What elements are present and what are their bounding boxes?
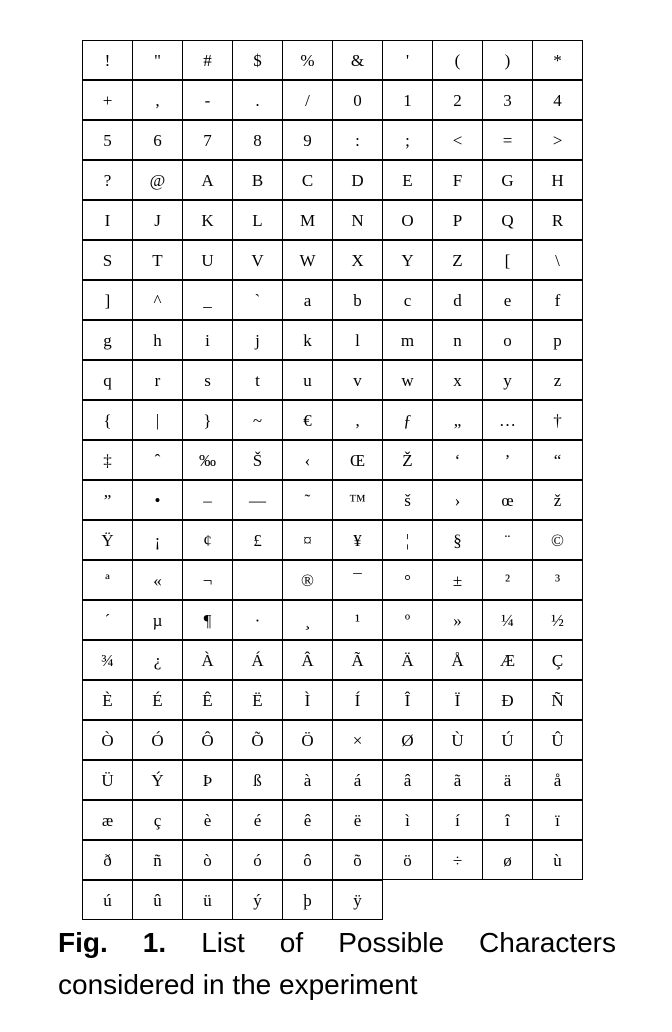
character-cell: ¶: [182, 600, 233, 640]
character-cell: g: [82, 320, 133, 360]
character-cell: K: [182, 200, 233, 240]
character-cell: ¢: [182, 520, 233, 560]
character-cell: ƒ: [382, 400, 433, 440]
character-cell: …: [482, 400, 533, 440]
character-cell: T: [132, 240, 183, 280]
character-cell: X: [332, 240, 383, 280]
character-cell: Õ: [232, 720, 283, 760]
character-cell: Ï: [432, 680, 483, 720]
character-cell: ñ: [132, 840, 183, 880]
character-cell: ‡: [82, 440, 133, 480]
character-cell: x: [432, 360, 483, 400]
character-cell: ‹: [282, 440, 333, 480]
character-cell: ‚: [332, 400, 383, 440]
character-cell: È: [82, 680, 133, 720]
figure-caption-text: List of Possible Characters considered in the experiment: [58, 927, 616, 1000]
character-cell: =: [482, 120, 533, 160]
character-cell: B: [232, 160, 283, 200]
character-cell: q: [82, 360, 133, 400]
character-cell: ¡: [132, 520, 183, 560]
character-cell: d: [432, 280, 483, 320]
character-cell: ß: [232, 760, 283, 800]
table-row: [82, 680, 592, 720]
character-cell: •: [132, 480, 183, 520]
character-cell: ·: [232, 600, 283, 640]
character-cell: Æ: [482, 640, 533, 680]
character-cell: %: [282, 40, 333, 80]
character-cell: Š: [232, 440, 283, 480]
character-cell: p: [532, 320, 583, 360]
character-cell: $: [232, 40, 283, 80]
character-cell: _: [182, 280, 233, 320]
character-cell: “: [532, 440, 583, 480]
character-cell: Ì: [282, 680, 333, 720]
table-row: [82, 880, 592, 920]
character-cell: \: [532, 240, 583, 280]
table-row: [82, 840, 592, 880]
character-cell: F: [432, 160, 483, 200]
table-row: [82, 200, 592, 240]
table-row: [82, 600, 592, 640]
character-cell: ý: [232, 880, 283, 920]
character-cell: ™: [332, 480, 383, 520]
character-cell: ¬: [182, 560, 233, 600]
character-cell: 9: [282, 120, 333, 160]
character-table: [82, 40, 592, 910]
character-cell: £: [232, 520, 283, 560]
character-cell: à: [282, 760, 333, 800]
character-cell: §: [432, 520, 483, 560]
character-cell: [232, 560, 283, 600]
character-cell: «: [132, 560, 183, 600]
character-cell: ¨: [482, 520, 533, 560]
character-cell: j: [232, 320, 283, 360]
character-cell: ð: [82, 840, 133, 880]
character-cell: ": [132, 40, 183, 80]
character-cell: y: [482, 360, 533, 400]
character-cell: ü: [182, 880, 233, 920]
character-cell: Q: [482, 200, 533, 240]
character-cell: ò: [182, 840, 233, 880]
character-cell: `: [232, 280, 283, 320]
character-cell: !: [82, 40, 133, 80]
character-cell: (: [432, 40, 483, 80]
character-cell: ^: [132, 280, 183, 320]
character-cell: è: [182, 800, 233, 840]
character-cell: Â: [282, 640, 333, 680]
character-cell: Ú: [482, 720, 533, 760]
character-cell: ¼: [482, 600, 533, 640]
character-cell: ê: [282, 800, 333, 840]
character-cell: Ö: [282, 720, 333, 760]
character-cell: ,: [132, 80, 183, 120]
character-cell: é: [232, 800, 283, 840]
character-cell: Ñ: [532, 680, 583, 720]
character-cell: *: [532, 40, 583, 80]
character-cell: ô: [282, 840, 333, 880]
character-cell: ¿: [132, 640, 183, 680]
character-cell: s: [182, 360, 233, 400]
character-cell: S: [82, 240, 133, 280]
character-cell: Ã: [332, 640, 383, 680]
character-cell: 3: [482, 80, 533, 120]
character-cell: M: [282, 200, 333, 240]
table-row: [82, 240, 592, 280]
character-cell: m: [382, 320, 433, 360]
character-cell: š: [382, 480, 433, 520]
figure-label: Fig. 1.: [58, 927, 167, 958]
character-cell: ®: [282, 560, 333, 600]
character-cell: ’: [482, 440, 533, 480]
character-cell: ³: [532, 560, 583, 600]
character-cell: ì: [382, 800, 433, 840]
character-cell: k: [282, 320, 333, 360]
character-cell: ?: [82, 160, 133, 200]
character-cell: t: [232, 360, 283, 400]
character-cell: ±: [432, 560, 483, 600]
table-row: [82, 760, 592, 800]
character-cell: ˜: [282, 480, 333, 520]
character-cell: Ò: [82, 720, 133, 760]
character-cell: ': [382, 40, 433, 80]
character-cell: |: [132, 400, 183, 440]
character-cell: ¥: [332, 520, 383, 560]
character-cell: ª: [82, 560, 133, 600]
character-cell: ó: [232, 840, 283, 880]
character-cell: R: [532, 200, 583, 240]
character-cell: e: [482, 280, 533, 320]
character-cell: V: [232, 240, 283, 280]
table-row: [82, 560, 592, 600]
character-cell: Û: [532, 720, 583, 760]
character-cell: f: [532, 280, 583, 320]
character-cell: J: [132, 200, 183, 240]
character-cell: Y: [382, 240, 433, 280]
character-cell: ©: [532, 520, 583, 560]
character-cell: z: [532, 360, 583, 400]
character-cell: Ç: [532, 640, 583, 680]
character-cell: ;: [382, 120, 433, 160]
character-cell: 6: [132, 120, 183, 160]
character-cell: ï: [532, 800, 583, 840]
table-row: [82, 320, 592, 360]
character-cell: ‰: [182, 440, 233, 480]
table-row: [82, 400, 592, 440]
character-cell: á: [332, 760, 383, 800]
character-cell: ~: [232, 400, 283, 440]
character-cell: L: [232, 200, 283, 240]
character-cell: ¹: [332, 600, 383, 640]
character-cell: 2: [432, 80, 483, 120]
table-row: [82, 280, 592, 320]
character-cell: 1: [382, 80, 433, 120]
character-cell: /: [282, 80, 333, 120]
character-cell: P: [432, 200, 483, 240]
character-cell: ¤: [282, 520, 333, 560]
character-cell: µ: [132, 600, 183, 640]
character-cell: b: [332, 280, 383, 320]
character-cell: ‘: [432, 440, 483, 480]
character-cell: E: [382, 160, 433, 200]
character-cell: v: [332, 360, 383, 400]
character-cell: —: [232, 480, 283, 520]
table-row: [82, 40, 592, 80]
character-cell: ö: [382, 840, 433, 880]
character-cell: N: [332, 200, 383, 240]
character-cell: ù: [532, 840, 583, 880]
character-cell: }: [182, 400, 233, 440]
character-cell: °: [382, 560, 433, 600]
character-cell: å: [532, 760, 583, 800]
character-cell: r: [132, 360, 183, 400]
character-cell: À: [182, 640, 233, 680]
character-cell: ¸: [282, 600, 333, 640]
character-cell: æ: [82, 800, 133, 840]
character-cell: n: [432, 320, 483, 360]
character-cell: Œ: [332, 440, 383, 480]
table-row: [82, 520, 592, 560]
character-cell: w: [382, 360, 433, 400]
character-cell: Ý: [132, 760, 183, 800]
character-cell: c: [382, 280, 433, 320]
character-cell: {: [82, 400, 133, 440]
character-cell: Ÿ: [82, 520, 133, 560]
character-cell: ú: [82, 880, 133, 920]
character-cell: Ø: [382, 720, 433, 760]
character-cell: &: [332, 40, 383, 80]
character-cell: ]: [82, 280, 133, 320]
character-cell: :: [332, 120, 383, 160]
character-cell: l: [332, 320, 383, 360]
character-cell: 5: [82, 120, 133, 160]
character-cell: Ð: [482, 680, 533, 720]
character-cell: a: [282, 280, 333, 320]
character-cell: Ë: [232, 680, 283, 720]
character-cell: Í: [332, 680, 383, 720]
character-cell: U: [182, 240, 233, 280]
character-cell: 0: [332, 80, 383, 120]
table-row: [82, 800, 592, 840]
table-row: [82, 360, 592, 400]
character-cell: h: [132, 320, 183, 360]
character-cell: Å: [432, 640, 483, 680]
character-cell: 4: [532, 80, 583, 120]
character-cell: í: [432, 800, 483, 840]
character-cell: Á: [232, 640, 283, 680]
table-row: [82, 120, 592, 160]
character-cell: ´: [82, 600, 133, 640]
character-cell: ¦: [382, 520, 433, 560]
character-cell: O: [382, 200, 433, 240]
character-cell: i: [182, 320, 233, 360]
character-cell: †: [532, 400, 583, 440]
table-row: [82, 440, 592, 480]
character-cell: A: [182, 160, 233, 200]
table-row: [82, 80, 592, 120]
character-cell: I: [82, 200, 133, 240]
character-cell: ›: [432, 480, 483, 520]
character-cell: ž: [532, 480, 583, 520]
character-cell: œ: [482, 480, 533, 520]
character-cell: ”: [82, 480, 133, 520]
character-cell: ÿ: [332, 880, 383, 920]
character-cell: ²: [482, 560, 533, 600]
character-cell: ): [482, 40, 533, 80]
character-cell: u: [282, 360, 333, 400]
character-cell: C: [282, 160, 333, 200]
character-cell: [: [482, 240, 533, 280]
character-cell: W: [282, 240, 333, 280]
character-cell: ø: [482, 840, 533, 880]
character-cell: Ô: [182, 720, 233, 760]
character-cell: .: [232, 80, 283, 120]
character-cell: Ó: [132, 720, 183, 760]
table-row: [82, 480, 592, 520]
character-cell: É: [132, 680, 183, 720]
character-cell: î: [482, 800, 533, 840]
character-cell: ÷: [432, 840, 483, 880]
character-cell: ¾: [82, 640, 133, 680]
character-cell: Ù: [432, 720, 483, 760]
character-cell: ç: [132, 800, 183, 840]
character-cell: +: [82, 80, 133, 120]
character-cell: o: [482, 320, 533, 360]
character-cell: „: [432, 400, 483, 440]
character-cell: þ: [282, 880, 333, 920]
character-cell: ˆ: [132, 440, 183, 480]
character-cell: Þ: [182, 760, 233, 800]
character-cell: Î: [382, 680, 433, 720]
character-cell: »: [432, 600, 483, 640]
character-cell: ¯: [332, 560, 383, 600]
character-cell: #: [182, 40, 233, 80]
table-row: [82, 160, 592, 200]
character-cell: ä: [482, 760, 533, 800]
character-cell: 7: [182, 120, 233, 160]
character-cell: º: [382, 600, 433, 640]
table-row: [82, 720, 592, 760]
figure-caption: [58, 922, 616, 1006]
character-cell: ½: [532, 600, 583, 640]
character-cell: G: [482, 160, 533, 200]
character-cell: -: [182, 80, 233, 120]
character-cell: 8: [232, 120, 283, 160]
character-cell: û: [132, 880, 183, 920]
character-cell: ×: [332, 720, 383, 760]
character-cell: ã: [432, 760, 483, 800]
character-cell: Ä: [382, 640, 433, 680]
character-cell: >: [532, 120, 583, 160]
character-cell: Ü: [82, 760, 133, 800]
character-cell: õ: [332, 840, 383, 880]
character-cell: Z: [432, 240, 483, 280]
character-cell: Ž: [382, 440, 433, 480]
character-cell: €: [282, 400, 333, 440]
character-cell: D: [332, 160, 383, 200]
table-row: [82, 640, 592, 680]
character-cell: @: [132, 160, 183, 200]
character-cell: ë: [332, 800, 383, 840]
character-cell: –: [182, 480, 233, 520]
character-cell: <: [432, 120, 483, 160]
character-cell: Ê: [182, 680, 233, 720]
character-cell: â: [382, 760, 433, 800]
character-cell: H: [532, 160, 583, 200]
